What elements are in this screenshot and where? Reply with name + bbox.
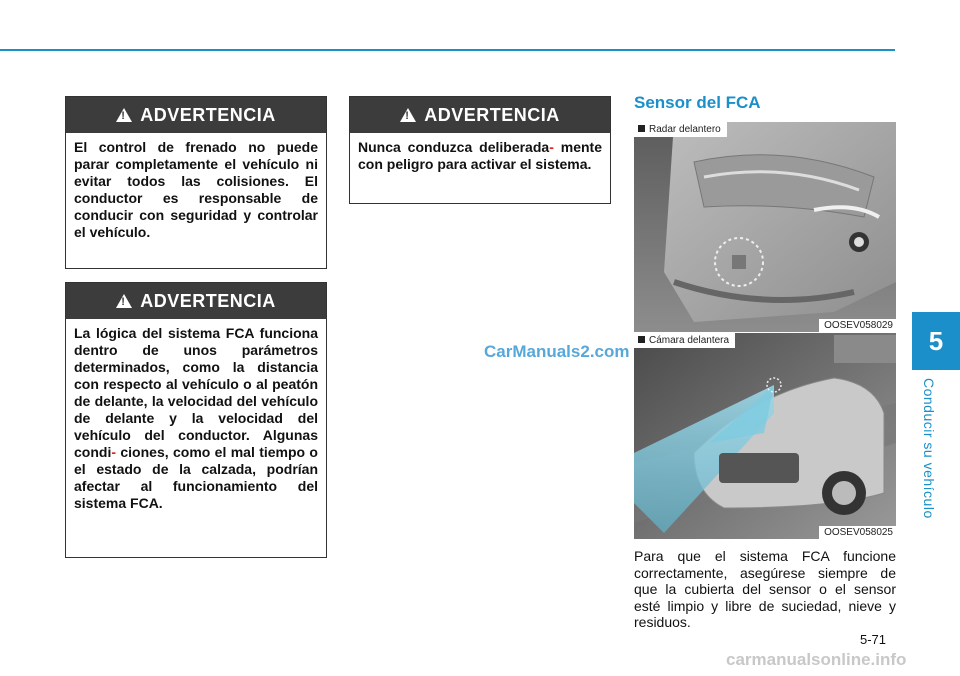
warning-header-label: ADVERTENCIA [424,104,560,125]
section-title: Sensor del FCA [634,93,761,112]
footer-watermark: carmanualsonline.info [726,650,907,669]
warning-text [66,319,326,520]
warning-triangle-icon [116,294,132,308]
warning-text-part2: mente con peligro para activar el sistema. [358,139,602,172]
warning-header [66,283,326,319]
watermark: CarManuals2.com [484,342,630,361]
bullet-square-icon [638,125,645,132]
warning-header-label: ADVERTENCIA [140,104,276,125]
figure-label-text: Cámara delantera [649,335,730,346]
warning-box-brake-control [65,96,327,269]
figure-code: OOSEV058025 [819,526,896,539]
warning-header [66,97,326,133]
warning-text: El control de frenado no puede parar completamente el vehículo ni evitar todos las colisiones. El conductor es responsable de conducir con seguridad y controlar el vehículo. [74,139,318,240]
page-number: 5-71 [860,632,887,647]
figure-label [634,333,735,348]
warning-header-label: ADVERTENCIA [140,290,276,311]
figure-code: OOSEV058029 [819,319,896,332]
warning-box-deliberate-driving [349,96,611,204]
body-paragraph: Para que el sistema FCA funcione correctamente, asegúrese siempre de que la cubierta del sensor o el sensor esté limpio y libre de suciedad, nieve y residuos. [634,548,896,630]
warning-triangle-icon [116,108,132,122]
figure-front-radar [634,122,896,332]
front-radar-illustration [634,122,896,332]
top-rule [0,49,895,51]
figure-label-text: Radar delantero [649,124,721,135]
warning-text-part1: La lógica del sistema FCA funciona dentro de unos parámetros determinados, como la distancia con respecto al vehículo o al peatón de delante, la velocidad del vehículo de delante y la velocidad del vehículo del conductor. Algunas condi [74,325,318,460]
warning-box-fca-logic [65,282,327,558]
hyphen-mark: - [549,139,554,155]
warning-text-part1: Nunca conduzca deliberada [358,139,550,155]
chapter-tab: 5 [912,312,960,370]
chapter-title [921,378,943,519]
warning-header [350,97,610,133]
chapter-title-text: Conducir su vehículo [921,378,937,519]
warning-triangle-icon [400,108,416,122]
hyphen-mark: - [111,444,117,460]
warning-text-part2: ciones, como el mal tiempo o el estado de la calzada, podrían afectar al funcionamiento del sistema FCA. [74,444,318,511]
figure-front-camera [634,333,896,539]
warning-text [350,133,610,181]
bullet-square-icon [638,336,645,343]
figure-label [634,122,727,137]
front-camera-illustration [634,333,896,539]
